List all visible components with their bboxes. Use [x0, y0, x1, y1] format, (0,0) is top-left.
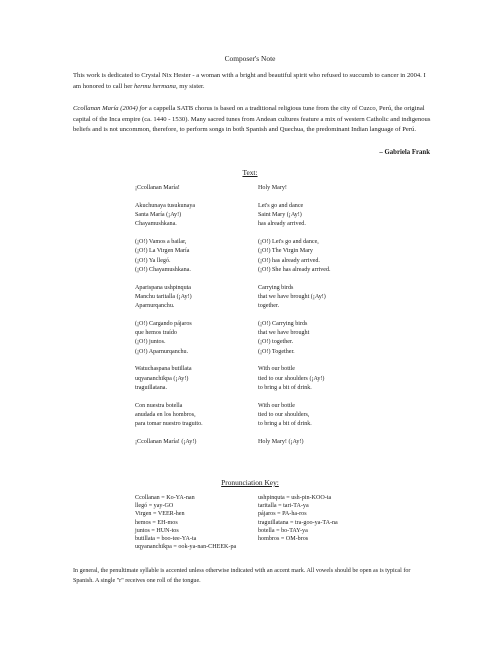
- translation-line: that we have brought (¡Ay!): [258, 293, 326, 300]
- dedication-emphasis: hermu hermana: [133, 82, 176, 90]
- description-paragraph: [73, 104, 431, 136]
- pronunciation-entry: hombros = OM-bros: [258, 536, 309, 543]
- pronunciation-entry: llegó = yay-GO: [135, 503, 174, 510]
- pronunciation-entry: ushpinquta = ush-pin-KOO-ta: [258, 495, 332, 501]
- translation-stanza: [258, 184, 331, 193]
- original-text-line: ¡Ccollanan María! (¡Ay!): [135, 438, 197, 445]
- translation-stanza: [258, 438, 331, 447]
- original-text-line: (¡O!) La Virgen María: [135, 248, 190, 255]
- original-text-line: Aparnurqanchu.: [135, 303, 175, 310]
- dedication-text: This work is dedicated to Crystal Nix Hester - a woman with a bright and beautiful spirit who refused to succumb to cancer in 2004. I am honored to call her: [73, 72, 426, 90]
- pronunciation-right-column: [258, 494, 338, 543]
- original-text-stanza: [135, 238, 203, 275]
- translation-stanza: [258, 402, 331, 430]
- original-text-stanza: [135, 320, 203, 357]
- pronunciation-entry: butillata = boo-tee-YA-ta: [135, 536, 197, 543]
- original-text-line: para tomar nuestro traguito.: [135, 421, 203, 428]
- original-text-line: Manchu taritalla (¡Ay!): [135, 293, 192, 300]
- pronunciation-entry: pájaros = PA-ha-ros: [258, 511, 307, 518]
- dedication-text-end: , my sister.: [175, 82, 205, 90]
- original-text-line: (¡O!) Chayamushkana.: [135, 266, 191, 273]
- translation-line: has already arrived.: [258, 221, 306, 228]
- translation-line: (¡O!) She has already arrived.: [258, 266, 331, 273]
- original-text-line: (¡O!) Cargando pájaros: [135, 320, 192, 327]
- translation-line: With our bottle: [258, 366, 295, 373]
- translation-line: Holy Mary!: [258, 185, 287, 191]
- original-text-line: Chayamushkana.: [135, 221, 177, 228]
- translation-stanza: [258, 284, 331, 312]
- description-text: a cappella SATB chorus is based on a traditional religious tune from the city of Cuzco, Perú, the original capital of the Inca empire (ca. 1440 - 1530). Many sacred tunes from Andean cultures feature a mix of western Catholic and indigenous beliefs and is not uncommon, therefore, to perform songs in both Spanish and Quechua, the predominant Indian language of Perú.: [73, 105, 431, 134]
- original-text-column: [135, 184, 203, 456]
- text-heading: Text:: [242, 168, 258, 177]
- translation-stanza: [258, 365, 331, 393]
- original-text-line: que hemos traído: [135, 330, 177, 337]
- translation-line: (¡O!) Let's go and dance,: [258, 238, 319, 245]
- dedication-paragraph: [73, 71, 431, 92]
- original-text-line: (¡O!) juntos.: [135, 339, 166, 346]
- translation-line: tied to our shoulders (¡Ay!): [258, 375, 325, 382]
- work-title: Ccollanan María (2004) for: [73, 105, 148, 112]
- pronunciation-entry: juntos = HUN-tos: [135, 527, 179, 534]
- translation-line: Let's go and dance: [258, 202, 304, 209]
- translation-line: Holy Mary! (¡Ay!): [258, 438, 304, 445]
- original-text-line: Watuchaspana butillata: [135, 366, 192, 373]
- original-text-stanza: [135, 365, 203, 393]
- original-text-line: uqyananchikpa (¡Ay!): [135, 375, 189, 382]
- pronunciation-entry: taritalla = tari-TA-ya: [258, 503, 309, 510]
- original-text-stanza: [135, 438, 203, 447]
- page-title: Composer's Note: [224, 54, 276, 63]
- pronunciation-entry: Ccollanan = Ko-YA-nan: [135, 495, 195, 501]
- pronunciation-entry: botella = bo-TAY-ya: [258, 527, 308, 534]
- translation-stanza: [258, 238, 331, 275]
- translation-line: tied to our shoulders,: [258, 411, 310, 418]
- translation-line: With our bottle: [258, 402, 295, 409]
- translation-line: to bring a bit of drink.: [258, 421, 312, 428]
- translation-column: [258, 184, 331, 456]
- translation-line: Saint Mary (¡Ay!): [258, 211, 302, 218]
- translation-line: (¡O!) Together.: [258, 348, 295, 355]
- translation-line: (¡O!) Carrying birds: [258, 320, 308, 327]
- translation-line: (¡O!) together.: [258, 339, 294, 346]
- original-text-line: Santa María (¡Ay!): [135, 211, 182, 218]
- original-text-line: (¡O!) Vamos a bailar,: [135, 238, 187, 245]
- translation-stanza: [258, 202, 331, 230]
- original-text-line: Con nuestra botella: [135, 402, 183, 409]
- translation-line: that we have brought: [258, 330, 310, 337]
- original-text-line: (¡O!) Ya llegó.: [135, 257, 171, 264]
- original-text-line: Aparispana ushpinquta: [135, 284, 192, 291]
- original-text-stanza: [135, 184, 203, 193]
- translation-line: to bring a bit of drink.: [258, 385, 312, 391]
- original-text-line: anudada en los hombros,: [135, 411, 196, 418]
- pronunciation-entry: traguillatana = tra-goo-ya-TA-na: [258, 519, 338, 526]
- translation-line: (¡O!) has already arrived.: [258, 257, 320, 264]
- original-text-stanza: [135, 284, 203, 312]
- translation-line: together.: [258, 303, 280, 310]
- pronunciation-heading: Pronunciation Key:: [221, 478, 279, 487]
- original-text-stanza: [135, 402, 203, 430]
- pronunciation-entry: hemos = EH-mos: [135, 519, 178, 526]
- pronunciation-entry: Virgen = VEER-hen: [135, 511, 185, 518]
- translation-stanza: [258, 320, 331, 357]
- original-text-line: Akuchunaya tusukunaya: [135, 202, 196, 209]
- original-text-stanza: [135, 202, 203, 230]
- original-text-line: traguillatana.: [135, 385, 167, 391]
- translation-line: Carrying birds: [258, 284, 294, 291]
- translation-line: (¡O!) The Virgin Mary: [258, 248, 313, 255]
- pronunciation-left-column: [135, 494, 236, 551]
- original-text-line: ¡Ccollanan María!: [135, 185, 180, 191]
- pronunciation-entry: uqyananchikpa = ook-ya-nan-CHEEK-pa: [135, 544, 237, 551]
- original-text-line: (¡O!) Aparnurqanchu.: [135, 348, 189, 355]
- footnote: In general, the penultimate syllable is accented unless otherwise indicated with an accent mark. All vowels should be open as is typical for Spanish. A single "r" receives one roll of the tongue.: [73, 568, 411, 585]
- composer-credit: – Gabriela Frank: [379, 149, 430, 156]
